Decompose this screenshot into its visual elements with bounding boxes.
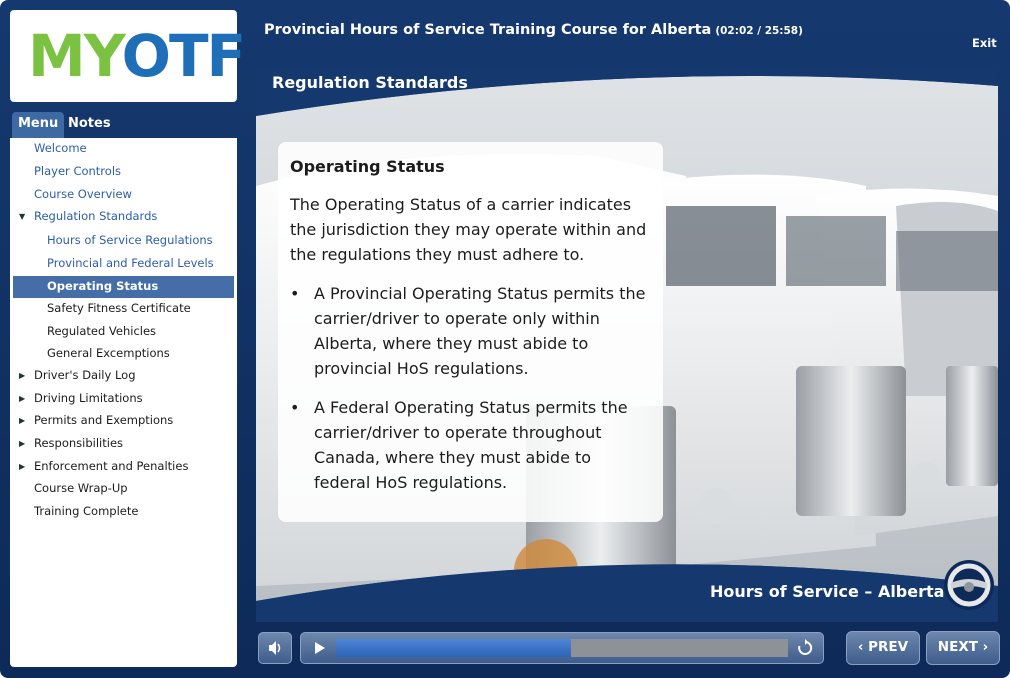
next-button[interactable]: NEXT ›: [926, 631, 1000, 665]
triangle-right-icon[interactable]: ▶: [19, 462, 26, 471]
playback-bar: [300, 632, 824, 664]
menu-panel: [10, 138, 237, 667]
volume-button[interactable]: [258, 632, 292, 664]
bullet-dot: •: [290, 284, 300, 303]
logo-box: [10, 10, 245, 102]
menu-item-regulated-vehicles[interactable]: Regulated Vehicles: [47, 324, 157, 338]
triangle-right-icon[interactable]: ▶: [19, 416, 26, 425]
slide-title: Operating Status: [290, 157, 445, 176]
replay-icon[interactable]: [796, 639, 814, 657]
menu-item-regulation-standards[interactable]: ▼ Regulation Standards: [10, 206, 237, 228]
tab-notes[interactable]: Notes: [68, 116, 111, 131]
sidebar-tabs: [10, 112, 237, 138]
menu-item-player-controls[interactable]: Player Controls: [34, 164, 122, 178]
menu-item-permits-exemptions[interactable]: ▶ Permits and Exemptions: [10, 410, 237, 432]
triangle-right-icon[interactable]: ▶: [19, 394, 26, 403]
section-title: Regulation Standards: [272, 73, 468, 92]
footer-course-title: Hours of Service – Alberta: [710, 582, 945, 601]
menu-item-driving-limitations[interactable]: ▶ Driving Limitations: [10, 388, 237, 410]
myotf-logo: MYOTF: [28, 22, 245, 90]
menu-item-course-wrapup[interactable]: Course Wrap-Up: [34, 481, 128, 495]
content-panel: Operating Status The Operating Status of a carrier indicates the jurisdiction they may operate within and the regulations they must adhere to. • A Provincial Operating Status permits the carrier/driver to operate only within Alberta, where they must abide to provincial HoS regulations. • A Federal Operating Status permits the carrier/driver to operate throughout Canada, where they must abide to federal HoS regulations.: [278, 142, 663, 522]
menu-item-responsibilities[interactable]: ▶ Responsibilities: [10, 433, 237, 455]
steering-wheel-icon: [943, 559, 995, 611]
course-title: Provincial Hours of Service Training Course for Alberta (02:02 / 25:58): [264, 22, 803, 38]
bullet-dot: •: [290, 398, 300, 417]
progress-track[interactable]: [336, 639, 788, 657]
menu-item-enforcement-penalties[interactable]: ▶ Enforcement and Penalties: [10, 456, 237, 478]
play-icon[interactable]: [313, 641, 327, 655]
triangle-right-icon[interactable]: ▶: [19, 439, 26, 448]
menu-item-drivers-daily-log[interactable]: ▶ Driver's Daily Log: [10, 365, 237, 387]
menu-item-safety-fitness[interactable]: Safety Fitness Certificate: [47, 301, 191, 315]
tab-menu[interactable]: Menu: [12, 112, 64, 138]
menu-item-general-exemptions[interactable]: General Excemptions: [47, 346, 170, 360]
menu-item-hos-regulations[interactable]: Hours of Service Regulations: [47, 233, 213, 247]
triangle-right-icon[interactable]: ▶: [19, 371, 26, 380]
menu-item-welcome[interactable]: Welcome: [34, 141, 87, 155]
menu-item-operating-status[interactable]: Operating Status: [13, 276, 234, 298]
speaker-icon: [259, 633, 291, 663]
prev-button[interactable]: ‹ PREV: [846, 631, 920, 665]
menu-item-training-complete[interactable]: Training Complete: [34, 504, 139, 518]
elapsed-time: (02:02 / 25:58): [715, 25, 803, 37]
menu-item-course-overview[interactable]: Course Overview: [34, 187, 132, 201]
triangle-down-icon[interactable]: ▼: [19, 212, 26, 221]
slide-intro: The Operating Status of a carrier indicates the jurisdiction they may operate within and the regulations they must adhere to.: [290, 195, 647, 264]
exit-button[interactable]: Exit: [972, 36, 997, 50]
progress-fill: [336, 639, 571, 657]
menu-item-provincial-federal[interactable]: Provincial and Federal Levels: [47, 256, 214, 270]
